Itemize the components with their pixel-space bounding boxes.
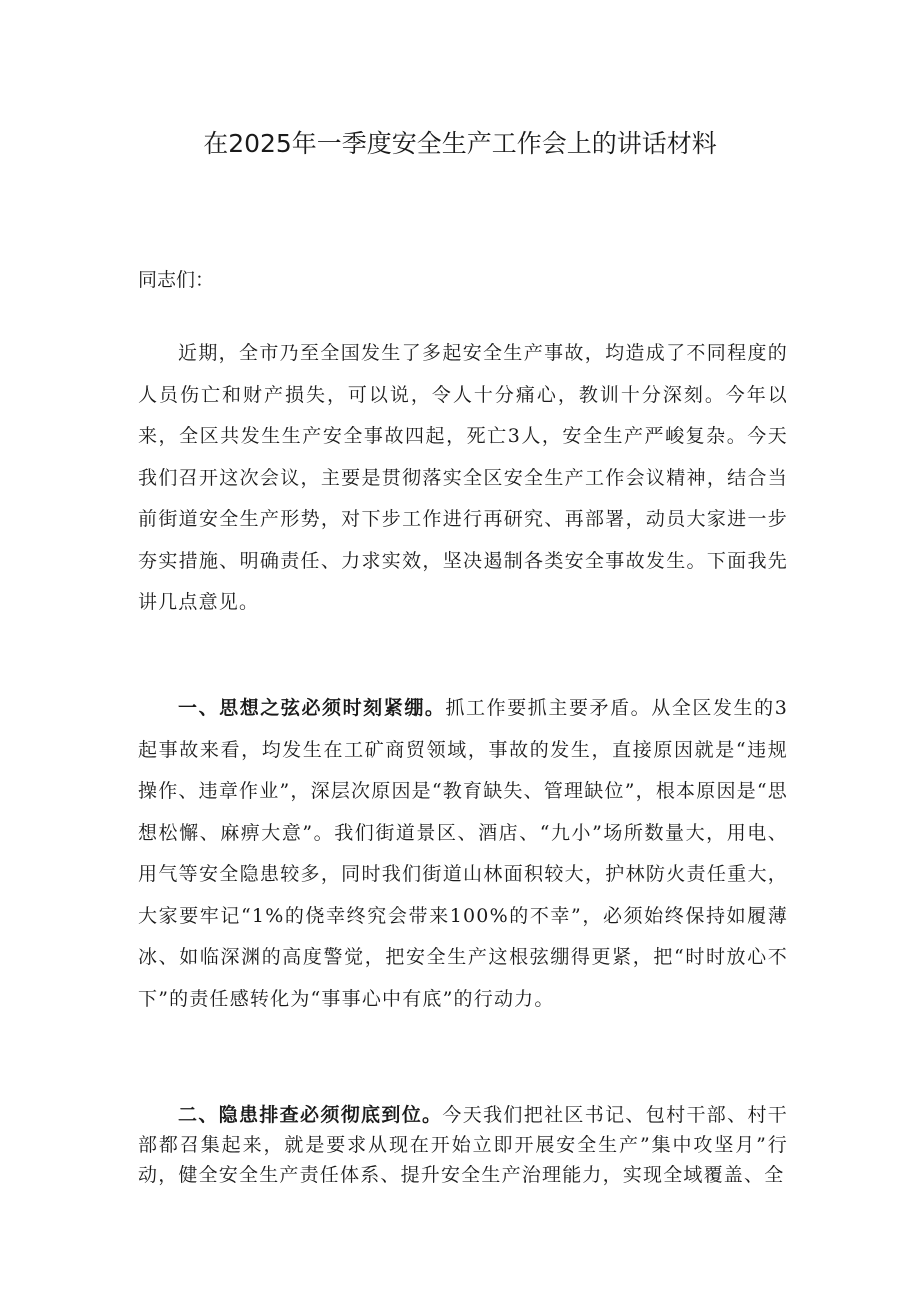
paragraph-section-1 (138, 688, 788, 1020)
paragraph-intro (138, 333, 788, 624)
paragraph-text: 近期，全市乃至全国发生了多起安全生产事故，均造成了不同程度的人员伤亡和财产损失，可以说，令人十分痛心，教训十分深刻。今年以来，全区共发生生产安全事故四起，死亡3人，安全生产严峻复杂。今天我们召开这次会议，主要是贯彻落实全区安全生产工作会议精神，结合当前街道安全生产形势，对下步工作进行再研究、再部署，动员大家进一步夯实措施、明确责任、力求实效，坚决遏制各类安全事故发生。下面我先讲几点意见。 (138, 342, 788, 613)
section-heading: 一、思想之弦必须时刻紧绷。 (178, 697, 446, 719)
paragraph-text: 抓工作要抓主要矛盾。从全区发生的3起事故来看，均发生在工矿商贸领域，事故的发生，直接原因就是“违规操作、违章作业”，深层次原因是“教育缺失、管理缺位”，根本原因是“思想松懈、麻痹大意”。我们街道景区、酒店、“九小”场所数量大，用电、用气等安全隐患较多，同时我们街道山林面积较大，护林防火责任重大，大家要牢记“1%的侥幸终究会带来100%的不幸”，必须始终保持如履薄冰、如临深渊的高度警觉，把安全生产这根弦绷得更紧，把“时时放心不下”的责任感转化为“事事心中有底”的行动力。 (138, 697, 788, 1010)
paragraph-text: 今天我们把社区书记、包村干部、村干部都召集起来，就是要求从现在开始立即开展安全生产”集中攻坚月”行动，健全安全生产责任体系、提升安全生产治理能力，实现全域覆盖、全 (138, 1104, 788, 1186)
paragraph-section-2 (138, 1100, 788, 1190)
salutation: 同志们： (138, 269, 215, 291)
document-title: 在2025年一季度安全生产工作会上的讲话材料 (203, 129, 717, 158)
section-heading: 二、隐患排查必须彻底到位。 (178, 1104, 443, 1126)
